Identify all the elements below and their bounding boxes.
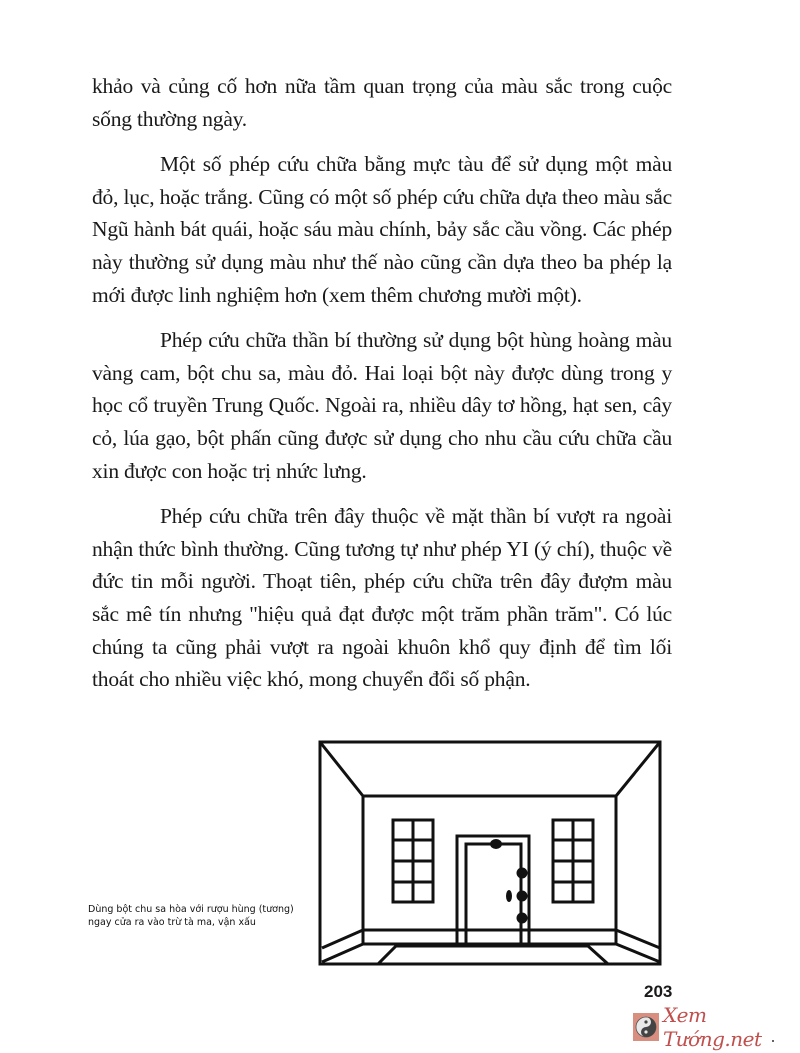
- figure-caption: Dùng bột chu sa hòa với rượu hùng (tương) ngay cửa ra vào trừ tà ma, vận xấu: [88, 904, 294, 928]
- paragraph-2: Một số phép cứu chữa bằng mực tàu để sử dụng một màu đỏ, lục, hoặc trắng. Cũng có một số phép cứu chữa dựa theo màu sắc Ngũ hành bát quái, hoặc sáu màu chính, bảy sắc cầu vồng. Các phép này thường sử dụng màu như thế nào cũng cần dựa theo ba phép lạ mới được linh nghiệm hơn (xem thêm chương mười một).: [92, 152, 672, 307]
- door-top-mark: [490, 839, 502, 849]
- door-hinge-3: [517, 913, 528, 924]
- page-body: [92, 70, 672, 709]
- floor-rug: [378, 946, 608, 964]
- watermark: [633, 1003, 800, 1051]
- back-wall: [363, 796, 616, 944]
- paragraph-3: Phép cứu chữa thần bí thường sử dụng bột hùng hoàng màu vàng cam, bột chu sa, màu đỏ. Hai loại bột này được dùng trong y học cổ truyền Trung Quốc. Ngoài ra, nhiều dây tơ hồng, hạt sen, cây cỏ, lúa gạo, bột phấn cũng được sử dụng cho nhu cầu cứu chữa cầu xin được con hoặc trị nhức lưng.: [92, 328, 672, 483]
- door-hinge-1: [517, 868, 528, 879]
- watermark-text: Xem Tướng.net: [662, 1003, 762, 1051]
- corner-top-right: [616, 742, 660, 796]
- scan-speck: [772, 1040, 774, 1042]
- page-number: 203: [644, 982, 673, 1001]
- room-illustration: [318, 738, 664, 970]
- corner-top-left: [320, 742, 363, 796]
- paragraph-1: khảo và củng cố hơn nữa tầm quan trọng của màu sắc trong cuộc sống thường ngày.: [92, 74, 672, 131]
- paragraph-4: Phép cứu chữa trên đây thuộc về mặt thần bí vượt ra ngoài nhận thức bình thường. Cũng tương tự như phép YI (ý chí), thuộc về đức tin mỗi người. Thoạt tiên, phép cứu chữa trên đây đượm màu sắc mê tín nhưng "hiệu quả đạt được một trăm phần trăm". Có lúc chúng ta cũng phải vượt ra ngoài khuôn khổ quy định để tìm lối thoát cho nhiều việc khó, mong chuyển đổi số phận.: [92, 504, 672, 692]
- yin-yang-icon: [633, 1013, 659, 1041]
- door-hinge-2: [517, 891, 528, 902]
- door-handle: [506, 890, 512, 902]
